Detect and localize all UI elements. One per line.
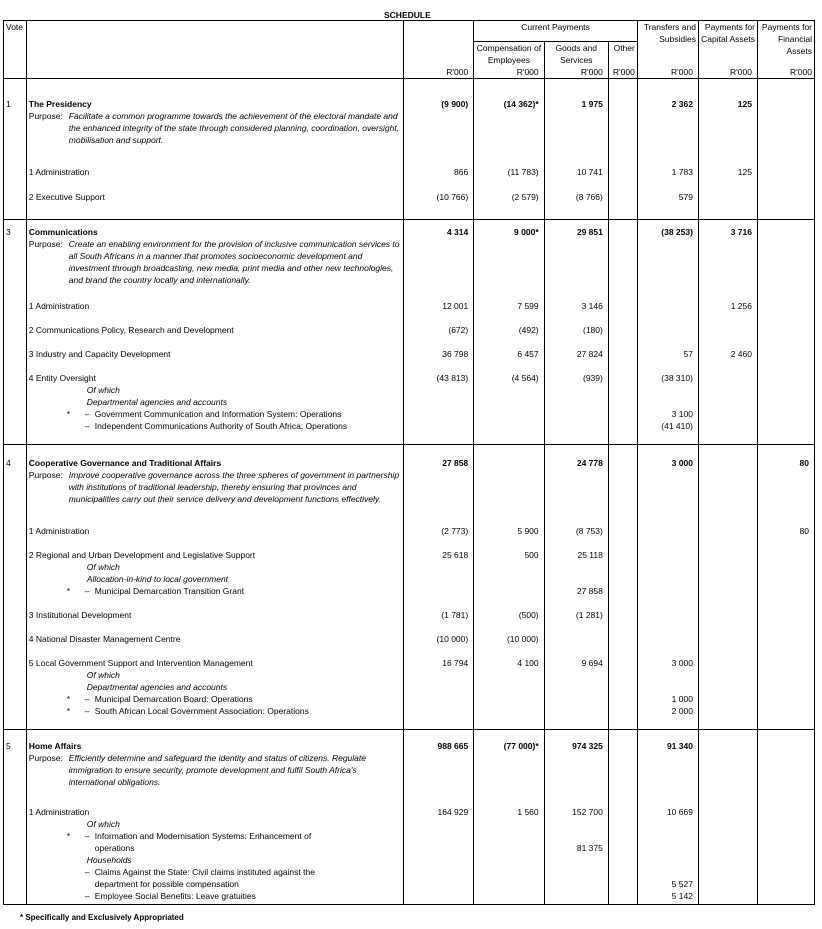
header-transfers: Transfers and Subsidies xyxy=(637,21,698,67)
programme-row xyxy=(4,621,815,645)
vote-name: Communications xyxy=(28,227,98,237)
detail-transfers: 3 100 xyxy=(671,409,693,419)
programme-goods: 10 741 xyxy=(544,146,608,178)
programme-goods: (1 281) xyxy=(544,597,608,621)
vote-goods: 974 325 xyxy=(544,730,608,789)
vote-comp: (77 000)* xyxy=(474,730,544,789)
programme-name: 2 Executive Support xyxy=(26,178,403,220)
programme-total: (2 773) xyxy=(403,505,473,537)
detail-transfers: 1 000 xyxy=(671,694,693,704)
schedule-title: SCHEDULE xyxy=(384,10,431,20)
vote-total: 4 314 xyxy=(403,220,473,287)
detail-item: – Claims Against the State: Civil claims instituted against the xyxy=(84,867,315,877)
vote-purpose: Purpose: Create an enabling environment for the provision of inclusive communication services to all South Africans in a manner that promotes socioeconomic development and investment through broadcasting, new media, print media and other new technologies, and brand the country locally and internationally. xyxy=(28,239,400,285)
detail-item: * – Municipal Demarcation Board: Operations xyxy=(66,694,253,704)
vote-total: (9 900) xyxy=(403,79,473,147)
vote-purpose: Purpose: Efficiently determine and safeguard the identity and status of citizens. Regulate immigration to ensure security, promote development and fulfil South Africa's international obligations. xyxy=(28,753,366,787)
vote-row xyxy=(4,220,815,287)
vote-total: 988 665 xyxy=(403,730,473,789)
detail-transfers: 5 142 xyxy=(671,891,693,901)
programme-goods: (180) xyxy=(544,312,608,336)
programme-comp: 4 100 xyxy=(474,645,544,730)
detail-item: * – Information and Modernisation Systems: Enhancement of xyxy=(66,831,312,841)
programme-total: 25 618 xyxy=(403,537,473,597)
unit-total: R'000 xyxy=(403,66,473,79)
of-which-label: Of which xyxy=(86,670,120,680)
programme-name: 3 Institutional Development xyxy=(26,597,403,621)
programme-goods: 3 146 xyxy=(544,286,608,312)
vote-transfers: (38 253) xyxy=(637,220,698,287)
programme-financial: 80 xyxy=(757,505,814,537)
programme-comp: (11 783) xyxy=(474,146,544,178)
vote-total: 27 858 xyxy=(403,445,473,506)
detail-transfers: (41 410) xyxy=(661,421,693,431)
of-which-heading: Departmental agencies and accounts xyxy=(86,397,228,407)
programme-goods: 25 118 xyxy=(577,550,603,560)
header-financial: Payments for Financial Assets xyxy=(757,21,814,67)
unit-financial: R'000 xyxy=(757,66,814,79)
programme-total: (10 766) xyxy=(403,178,473,220)
programme-name: 1 Administration xyxy=(26,505,403,537)
detail-transfers: 5 527 xyxy=(671,879,693,889)
programme-row xyxy=(4,645,815,730)
programme-row xyxy=(4,286,815,312)
header-vote: Vote xyxy=(4,21,27,67)
programme-row xyxy=(4,537,815,597)
programme-total: (1 781) xyxy=(403,597,473,621)
programme-comp: (4 564) xyxy=(474,360,544,445)
programme-goods: 152 700 xyxy=(572,807,603,817)
programme-transfers: 10 669 xyxy=(666,807,693,817)
header-compensation: Compensation of Employees xyxy=(474,42,544,67)
of-which-heading: Allocation-in-kind to local government xyxy=(86,574,229,584)
programme-total: 866 xyxy=(403,146,473,178)
programme-goods: (8 753) xyxy=(544,505,608,537)
programme-row xyxy=(4,312,815,336)
vote-goods: 1 975 xyxy=(544,79,608,147)
vote-name: Cooperative Governance and Traditional Affairs xyxy=(28,458,222,468)
vote-row xyxy=(4,730,815,789)
vote-transfers: 3 000 xyxy=(637,445,698,506)
vote-transfers: 2 362 xyxy=(637,79,698,147)
detail-item: * – South African Local Government Association: Operations xyxy=(66,706,309,716)
programme-total: 164 929 xyxy=(403,788,473,905)
schedule-table xyxy=(3,20,815,905)
detail-item: * – Municipal Demarcation Transition Grant xyxy=(66,586,245,596)
unit-comp: R'000 xyxy=(474,66,544,79)
programme-total: (672) xyxy=(403,312,473,336)
programme-row xyxy=(4,788,815,905)
unit-capital: R'000 xyxy=(698,66,757,79)
programme-name: 1 Administration xyxy=(28,807,90,817)
vote-number: 4 xyxy=(4,445,27,506)
programme-row xyxy=(4,360,815,445)
of-which-label: Of which xyxy=(86,562,120,572)
vote-number: 1 xyxy=(4,79,27,147)
header-other: Other xyxy=(608,42,637,67)
programme-row xyxy=(4,178,815,220)
unit-transfers: R'000 xyxy=(637,66,698,79)
programme-comp: 1 560 xyxy=(474,788,544,905)
programme-comp: 6 457 xyxy=(474,336,544,360)
vote-number: 3 xyxy=(4,220,27,287)
programme-comp: 500 xyxy=(474,537,544,597)
vote-transfers: 91 340 xyxy=(637,730,698,789)
detail-item: – Independent Communications Authority of South Africa: Operations xyxy=(84,421,348,431)
detail-item-cont: department for possible compensation xyxy=(94,879,239,889)
programme-total: (10 000) xyxy=(403,621,473,645)
header-capital: Payments for Capital Assets xyxy=(698,21,757,67)
vote-purpose: Purpose: Facilitate a common programme towards the achievement of the electoral mandate and the enhanced integrity of the state through considered planning, coordination, oversight, mobilisation and support. xyxy=(28,111,400,145)
programme-goods: (939) xyxy=(544,360,608,445)
unit-other: R'000 xyxy=(608,66,637,79)
programme-comp: (500) xyxy=(474,597,544,621)
programme-capital: 2 460 xyxy=(698,336,757,360)
detail-item-cont: operations xyxy=(94,843,135,853)
programme-row xyxy=(4,146,815,178)
of-which-label: Of which xyxy=(86,819,120,829)
programme-name: 4 Entity Oversight xyxy=(28,373,96,383)
programme-total: 16 794 xyxy=(403,645,473,730)
programme-transfers: 579 xyxy=(637,178,698,220)
vote-goods: 24 778 xyxy=(544,445,608,506)
programme-name: 5 Local Government Support and Intervention Management xyxy=(28,658,253,668)
detail-goods: 27 858 xyxy=(576,586,603,596)
programme-comp: (2 579) xyxy=(474,178,544,220)
vote-capital: 125 xyxy=(698,79,757,147)
programme-capital: 125 xyxy=(698,146,757,178)
programme-comp: (10 000) xyxy=(474,621,544,645)
programme-name: 4 National Disaster Management Centre xyxy=(26,621,403,645)
detail-item: – Employee Social Benefits: Leave gratuities xyxy=(84,891,256,901)
programme-transfers: 57 xyxy=(637,336,698,360)
programme-comp: 5 900 xyxy=(474,505,544,537)
vote-number: 5 xyxy=(4,730,27,789)
programme-comp: 7 599 xyxy=(474,286,544,312)
programme-row xyxy=(4,336,815,360)
programme-goods: (8 766) xyxy=(544,178,608,220)
programme-goods: 27 824 xyxy=(544,336,608,360)
of-which-label: Of which xyxy=(86,385,120,395)
vote-row xyxy=(4,79,815,147)
header-current-payments: Current Payments xyxy=(474,21,638,42)
programme-row xyxy=(4,505,815,537)
vote-comp: 9 000* xyxy=(474,220,544,287)
programme-name: 3 Industry and Capacity Development xyxy=(26,336,403,360)
footnote: * Specifically and Exclusively Appropriated xyxy=(20,913,184,922)
vote-name: Home Affairs xyxy=(28,741,82,751)
programme-transfers: 3 000 xyxy=(671,658,693,668)
unit-row xyxy=(4,66,815,79)
programme-comp: (492) xyxy=(474,312,544,336)
detail-goods: 81 375 xyxy=(576,843,603,853)
vote-goods: 29 851 xyxy=(544,220,608,287)
programme-name: 1 Administration xyxy=(26,286,403,312)
header-row xyxy=(4,21,815,42)
programme-capital: 1 256 xyxy=(698,286,757,312)
header-goods: Goods and Services xyxy=(544,42,608,67)
programme-total: (43 813) xyxy=(403,360,473,445)
of-which-heading: Departmental agencies and accounts xyxy=(86,682,228,692)
programme-row xyxy=(4,597,815,621)
detail-transfers: 2 000 xyxy=(671,706,693,716)
vote-capital: 3 716 xyxy=(698,220,757,287)
programme-total: 36 798 xyxy=(403,336,473,360)
vote-financial: 80 xyxy=(757,445,814,506)
programme-name: 2 Communications Policy, Research and Development xyxy=(26,312,403,336)
programme-name: 2 Regional and Urban Development and Legislative Support xyxy=(28,550,256,560)
programme-transfers: (38 310) xyxy=(661,373,693,383)
programme-total: 12 001 xyxy=(403,286,473,312)
vote-purpose: Purpose: Improve cooperative governance across the three spheres of government in partnership with institutions of traditional leadership, thereby ensuring that provinces and municipalities carry out their service delivery and development functions effectively. xyxy=(28,470,400,504)
detail-item: * – Government Communication and Information System: Operations xyxy=(66,409,342,419)
programme-goods: 9 694 xyxy=(544,645,608,730)
households-label: Households xyxy=(86,855,132,865)
unit-goods: R'000 xyxy=(544,66,608,79)
programme-transfers: 1 783 xyxy=(637,146,698,178)
programme-name: 1 Administration xyxy=(26,146,403,178)
vote-name: The Presidency xyxy=(28,99,92,109)
vote-comp: (14 362)* xyxy=(474,79,544,147)
vote-row xyxy=(4,445,815,506)
